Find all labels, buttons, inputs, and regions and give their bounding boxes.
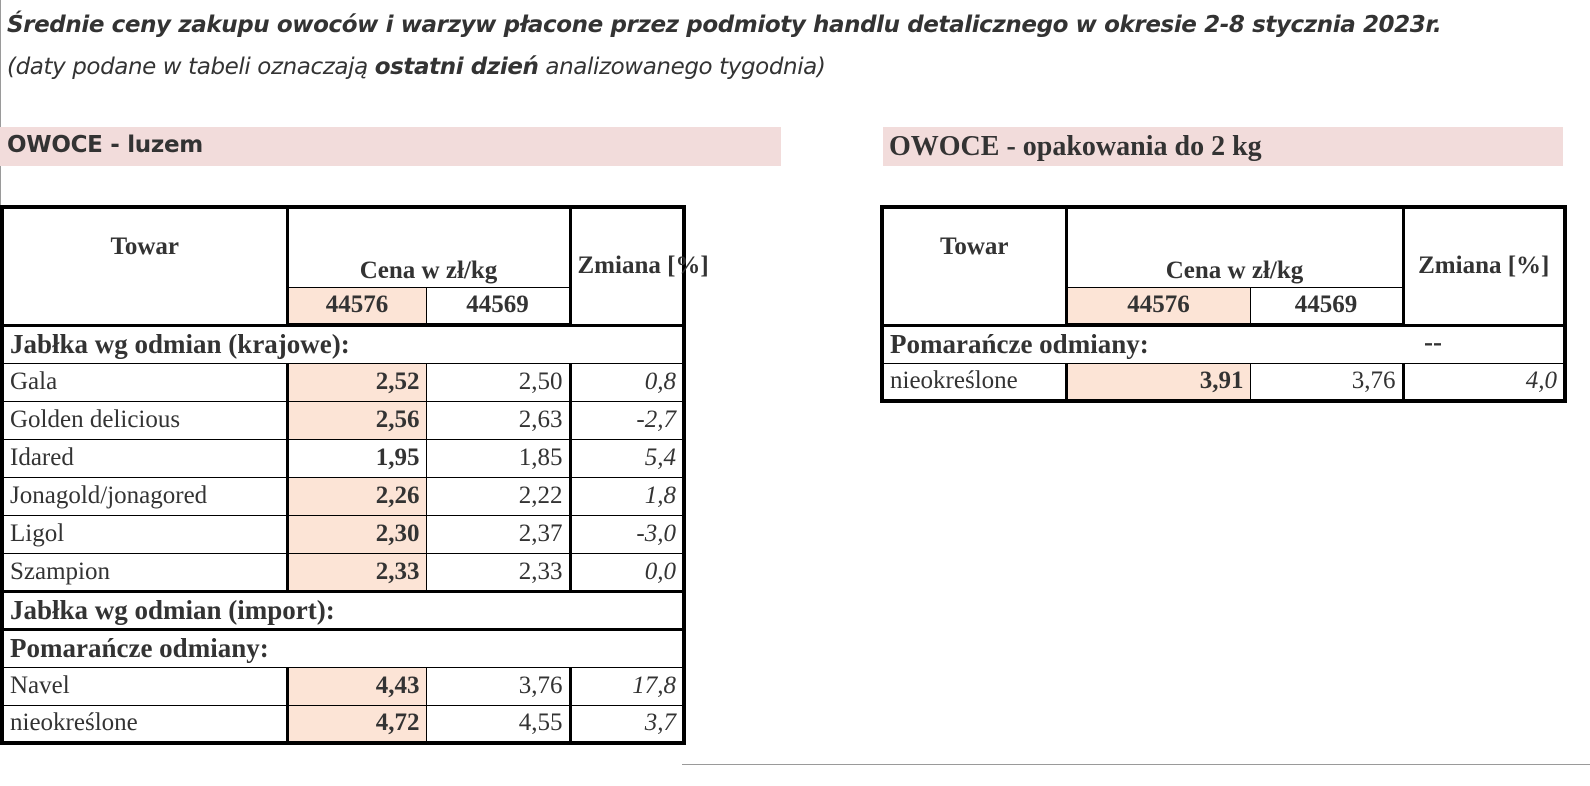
page-subtitle — [7, 54, 825, 80]
group-label: Pomarańcze odmiany: — [890, 329, 1149, 360]
column-header-zmiana: Zmiana [%] — [1403, 207, 1565, 325]
price-change: 1,8 — [570, 477, 684, 515]
product-name: Gala — [2, 363, 287, 401]
price-change: 17,8 — [570, 667, 684, 705]
product-name: Golden delicious — [2, 401, 287, 439]
price-change: 0,8 — [570, 363, 684, 401]
group-label-cell — [882, 325, 1565, 363]
price-change: 5,4 — [570, 439, 684, 477]
price-change: 3,7 — [570, 705, 684, 743]
group-label: Jabłka wg odmian (import): — [2, 591, 684, 629]
price-table-loose-body — [2, 207, 709, 743]
table-row — [2, 401, 684, 439]
price-previous: 2,63 — [426, 401, 570, 439]
price-current: 4,72 — [287, 705, 426, 743]
table-row — [2, 515, 684, 553]
price-previous: 1,85 — [426, 439, 570, 477]
column-header-cena: Cena w zł/kg — [1066, 207, 1403, 287]
price-change: 0,0 — [570, 553, 684, 591]
column-header-date-previous: 44569 — [426, 287, 570, 325]
price-table-packaged — [880, 205, 1567, 403]
price-current: 2,56 — [287, 401, 426, 439]
subtitle-text-after: analizowanego tygodnia) — [538, 54, 826, 80]
table-row — [2, 477, 684, 515]
group-row — [2, 629, 684, 667]
group-label: Jabłka wg odmian (krajowe): — [2, 325, 684, 363]
subtitle-text-before: (daty podane w tabeli oznaczają — [7, 54, 375, 80]
table-row — [2, 667, 684, 705]
section-heading-packaged-fruit: OWOCE - opakowania do 2 kg — [883, 127, 1563, 166]
column-header-towar: Towar — [882, 207, 1066, 325]
column-header-zmiana: Zmiana [%] — [570, 207, 684, 325]
group-label: Pomarańcze odmiany: — [2, 629, 684, 667]
table-row — [2, 363, 684, 401]
group-row — [882, 325, 1565, 363]
table-row — [2, 553, 684, 591]
column-header-date-current: 44576 — [1066, 287, 1250, 325]
product-name: Jonagold/jonagored — [2, 477, 287, 515]
product-name: Idared — [2, 439, 287, 477]
price-current: 2,30 — [287, 515, 426, 553]
price-previous: 2,37 — [426, 515, 570, 553]
price-table-packaged-body — [882, 207, 1565, 401]
bottom-border-line — [682, 764, 1590, 765]
price-current: 3,91 — [1066, 363, 1250, 401]
price-current: 1,95 — [287, 439, 426, 477]
price-previous: 3,76 — [426, 667, 570, 705]
column-header-date-previous: 44569 — [1250, 287, 1403, 325]
page-title: Średnie ceny zakupu owoców i warzyw płacone przez podmioty handlu detalicznego w okresie 2-8 stycznia 2023r. — [7, 12, 1442, 38]
column-header-date-current: 44576 — [287, 287, 426, 325]
price-change: -2,7 — [570, 401, 684, 439]
subtitle-text-bold: ostatni dzień — [374, 54, 539, 80]
price-current: 2,26 — [287, 477, 426, 515]
price-change: 4,0 — [1403, 363, 1565, 401]
price-current: 2,33 — [287, 553, 426, 591]
price-previous: 4,55 — [426, 705, 570, 743]
product-name: Ligol — [2, 515, 287, 553]
table-header-row — [882, 207, 1565, 287]
section-heading-loose-fruit: OWOCE - luzem — [0, 127, 781, 166]
column-header-cena: Cena w zł/kg — [287, 207, 570, 287]
table-row — [2, 439, 684, 477]
price-change: -3,0 — [570, 515, 684, 553]
product-name: nieokreślone — [882, 363, 1066, 401]
price-previous: 2,33 — [426, 553, 570, 591]
price-current: 4,43 — [287, 667, 426, 705]
table-row — [882, 363, 1565, 401]
product-name: Navel — [2, 667, 287, 705]
group-row — [2, 591, 684, 629]
group-row — [2, 325, 684, 363]
product-name: Szampion — [2, 553, 287, 591]
price-previous: 3,76 — [1250, 363, 1403, 401]
price-previous: 2,50 — [426, 363, 570, 401]
group-marker: -- — [1424, 327, 1442, 357]
table-header-row — [2, 207, 684, 287]
price-table-loose — [0, 205, 709, 745]
price-previous: 2,22 — [426, 477, 570, 515]
column-header-towar: Towar — [2, 207, 287, 325]
product-name: nieokreślone — [2, 705, 287, 743]
price-current: 2,52 — [287, 363, 426, 401]
left-border-line — [0, 0, 1, 205]
table-row — [2, 705, 684, 743]
